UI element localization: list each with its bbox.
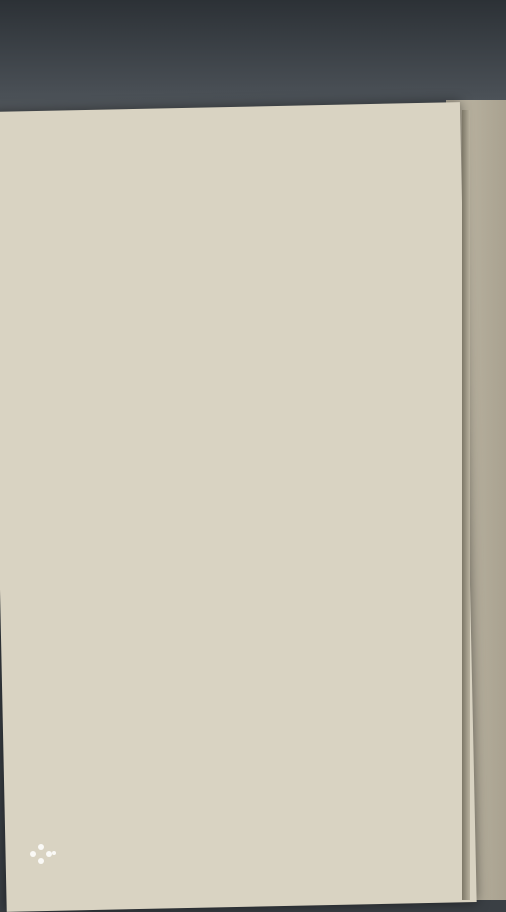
watermark (30, 844, 64, 864)
logo-dots-icon (30, 844, 58, 864)
table-of-contents (24, 112, 444, 124)
book-spine (462, 110, 470, 900)
book-page (0, 102, 477, 912)
